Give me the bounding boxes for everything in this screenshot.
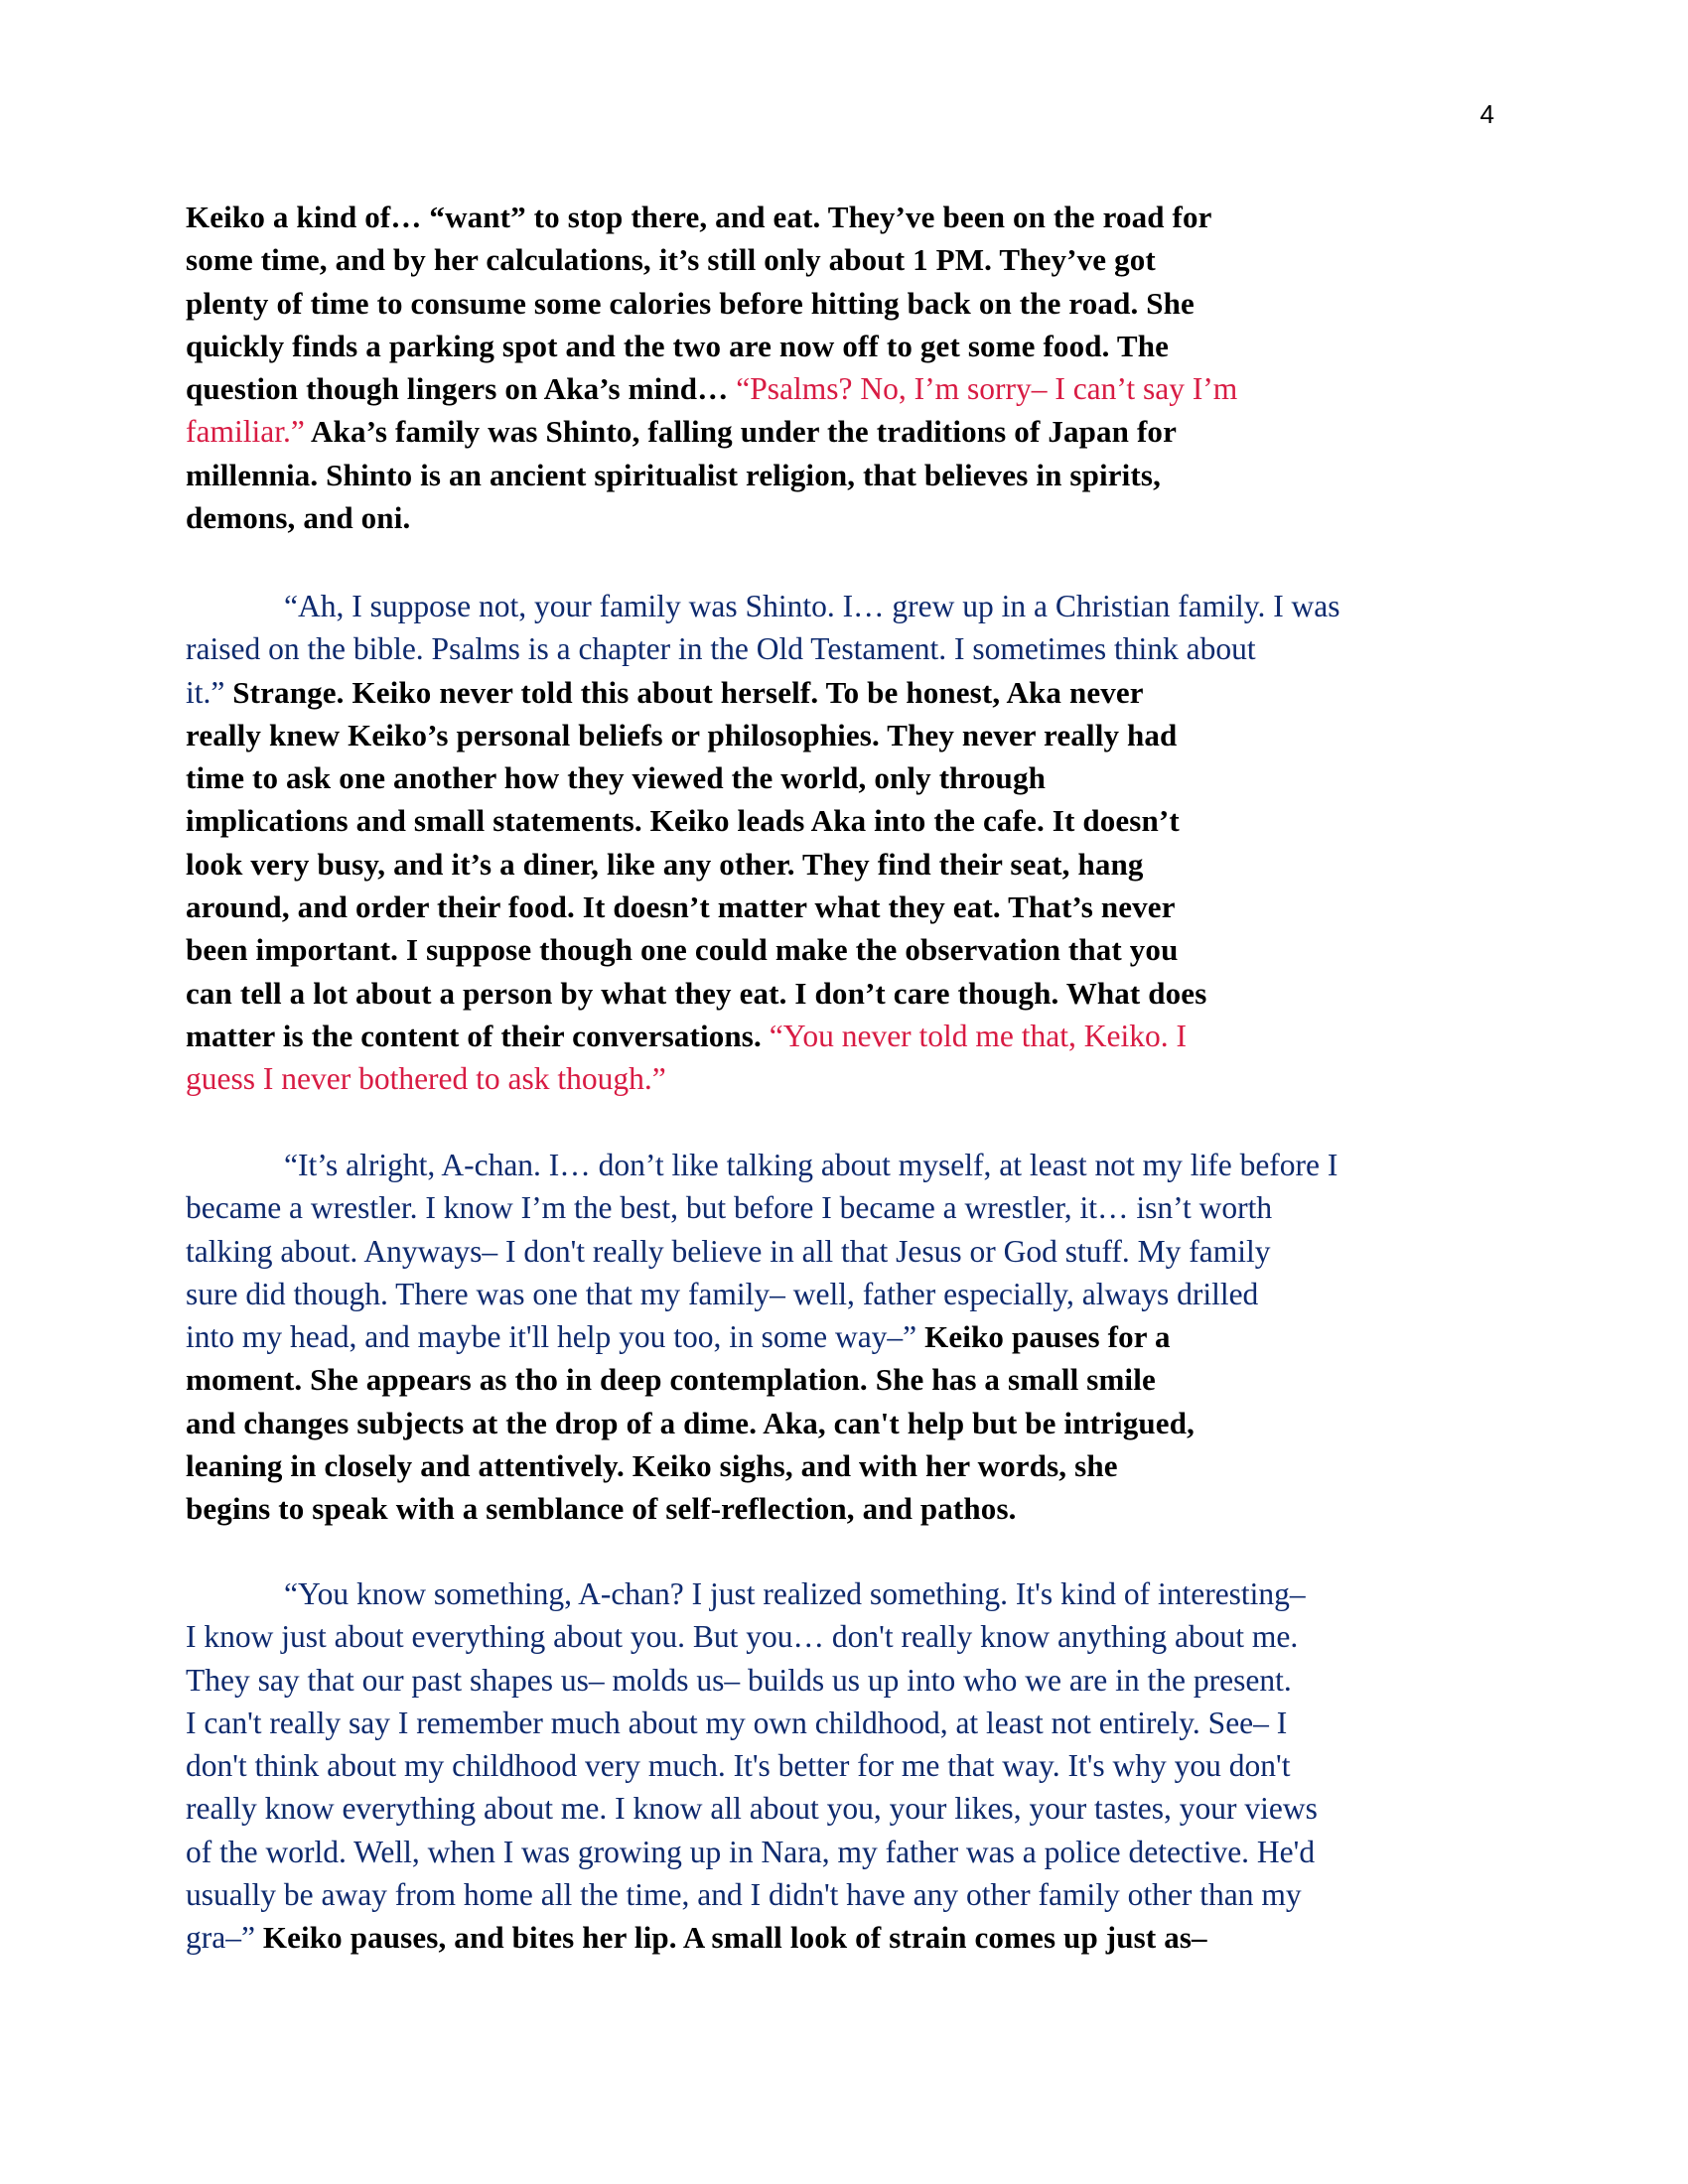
keiko-dialogue: raised on the bible. Psalms is a chapter in the Old Testament. I sometimes think about <box>186 631 1256 667</box>
text-line <box>186 671 1486 714</box>
narration-text: demons, and oni. <box>186 500 411 536</box>
aka-dialogue: “Psalms? No, I’m sorry– I can’t say I’m <box>736 371 1238 407</box>
text-line <box>186 196 1486 238</box>
narration-text: quickly finds a parking spot and the two are now off to get some food. The <box>186 328 1169 363</box>
narration-text: time to ask one another how they viewed the world, only through <box>186 760 1046 796</box>
text-line <box>186 1186 1486 1229</box>
narration-text: can tell a lot about a person by what they eat. I don’t care though. What does <box>186 975 1207 1011</box>
text-line <box>186 1787 1486 1830</box>
text-line <box>186 1273 1486 1315</box>
text-line <box>186 1358 1486 1401</box>
aka-dialogue: “You never told me that, Keiko. I <box>769 1018 1187 1053</box>
narration-text: Keiko a kind of… “want” to stop there, and eat. They’ve been on the road for <box>186 200 1212 234</box>
narration-text: Strange. Keiko never told this about herself. To be honest, Aka never <box>224 674 1144 710</box>
aka-dialogue: familiar.” <box>186 414 305 450</box>
keiko-dialogue: don't think about my childhood very much. It's better for me that way. It's why you don't <box>186 1748 1291 1784</box>
keiko-dialogue: usually be away from home all the time, and I didn't have any other family other than my <box>186 1877 1302 1913</box>
keiko-dialogue: I can't really say I remember much about my own childhood, at least not entirely. See– I <box>186 1705 1288 1740</box>
text-line <box>186 1015 1486 1057</box>
text-line <box>186 1315 1486 1358</box>
narration-text: question though lingers on Aka’s mind… <box>186 371 737 407</box>
keiko-dialogue: really know everything about me. I know all about you, your likes, your tastes, your views <box>186 1791 1318 1827</box>
narration-text: begins to speak with a semblance of self-reflection, and pathos. <box>186 1491 1017 1527</box>
text-line <box>186 1487 1486 1530</box>
keiko-dialogue: became a wrestler. I know I’m the best, but before I became a wrestler, it… isn’t worth <box>186 1190 1273 1226</box>
narration-text: look very busy, and it’s a diner, like any other. They find their seat, hang <box>186 846 1144 882</box>
narration-text: and changes subjects at the drop of a dime. Aka, can't help but be intrigued, <box>186 1405 1196 1440</box>
keiko-dialogue: talking about. Anyways– I don't really believe in all that Jesus or God stuff. My family <box>186 1233 1271 1269</box>
keiko-dialogue: sure did though. There was one that my family– well, father especially, always drilled <box>186 1276 1259 1311</box>
text-line <box>186 1702 1486 1744</box>
text-line <box>186 1057 1486 1100</box>
keiko-dialogue: They say that our past shapes us– molds us– builds us up into who we are in the present. <box>186 1662 1292 1698</box>
paragraph-3 <box>186 1144 1486 1531</box>
keiko-dialogue: “Ah, I suppose not, your family was Shinto. I… grew up in a Christian family. I was <box>284 589 1340 623</box>
keiko-dialogue: into my head, and maybe it'll help you too, in some way–” <box>186 1319 917 1355</box>
text-line <box>186 325 1486 367</box>
narration-text: some time, and by her calculations, it’s still only about 1 PM. They’ve got <box>186 242 1156 278</box>
text-line <box>186 886 1486 928</box>
narration-text: implications and small statements. Keiko leads Aka into the cafe. It doesn’t <box>186 803 1180 839</box>
text-line <box>186 627 1486 670</box>
paragraph-1 <box>186 196 1486 539</box>
text-line <box>186 282 1486 325</box>
keiko-dialogue: gra–” <box>186 1920 255 1956</box>
text-line <box>186 1659 1486 1702</box>
page-number: 4 <box>1479 99 1494 129</box>
narration-text: plenty of time to consume some calories before hitting back on the road. She <box>186 285 1195 321</box>
keiko-dialogue: it.” <box>186 674 225 710</box>
text-line <box>186 367 1486 410</box>
text-line <box>186 714 1486 756</box>
text-line <box>186 585 1486 627</box>
paragraph-4 <box>186 1572 1486 1960</box>
text-line <box>186 843 1486 886</box>
text-line <box>186 1831 1486 1873</box>
text-line <box>186 928 1486 971</box>
keiko-dialogue: of the world. Well, when I was growing up in Nara, my father was a police detective. He'd <box>186 1834 1316 1869</box>
text-line <box>186 972 1486 1015</box>
keiko-dialogue: I know just about everything about you. But you… don't really know anything about me. <box>186 1619 1299 1655</box>
aka-dialogue: guess I never bothered to ask though.” <box>186 1061 666 1097</box>
text-line <box>186 1444 1486 1487</box>
text-line <box>186 496 1486 539</box>
text-line <box>186 410 1486 453</box>
narration-text: around, and order their food. It doesn’t matter what they eat. That’s never <box>186 889 1176 925</box>
narration-text: Keiko pauses, and bites her lip. A small look of strain comes up just as– <box>254 1920 1207 1956</box>
narration-text: moment. She appears as tho in deep contemplation. She has a small smile <box>186 1362 1156 1398</box>
text-line <box>186 1744 1486 1787</box>
text-line <box>186 1230 1486 1273</box>
text-line <box>186 1402 1486 1444</box>
narration-text: Keiko pauses for a <box>916 1319 1171 1355</box>
text-line <box>186 1144 1486 1186</box>
text-line <box>186 756 1486 799</box>
text-line <box>186 1615 1486 1658</box>
narration-text: been important. I suppose though one could make the observation that you <box>186 932 1179 968</box>
narration-text: millennia. Shinto is an ancient spiritualist religion, that believes in spirits, <box>186 457 1162 492</box>
narration-text: Aka’s family was Shinto, falling under the traditions of Japan for <box>304 414 1177 450</box>
text-line <box>186 454 1486 496</box>
text-line <box>186 799 1486 842</box>
text-line <box>186 1572 1486 1615</box>
keiko-dialogue: “It’s alright, A-chan. I… don’t like talking about myself, at least not my life before I <box>284 1148 1338 1182</box>
narration-text: really knew Keiko’s personal beliefs or philosophies. They never really had <box>186 717 1178 752</box>
text-line <box>186 1916 1486 1959</box>
text-line <box>186 1873 1486 1916</box>
text-line <box>186 238 1486 281</box>
narration-text: matter is the content of their conversations. <box>186 1018 770 1053</box>
narration-text: leaning in closely and attentively. Keiko sighs, and with her words, she <box>186 1448 1118 1484</box>
paragraph-2 <box>186 585 1486 1101</box>
keiko-dialogue: “You know something, A-chan? I just realized something. It's kind of interesting– <box>284 1576 1306 1611</box>
